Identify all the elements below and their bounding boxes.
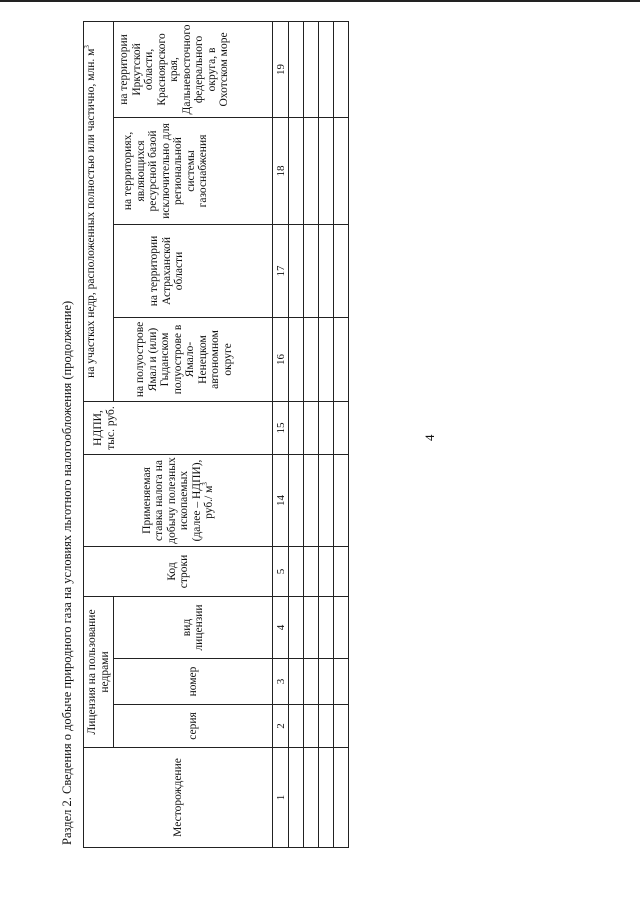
- table-cell: [304, 748, 319, 848]
- gas-production-table: [83, 21, 349, 848]
- column-number-cell: 19: [273, 21, 289, 117]
- table-cell: [319, 454, 334, 546]
- table-cell: [334, 401, 349, 454]
- table-row: [304, 21, 319, 847]
- column-number-cell: 18: [273, 117, 289, 224]
- column-number-cell: 2: [273, 705, 289, 748]
- table-row: [334, 21, 349, 847]
- header-row-code: Код строки: [84, 546, 273, 596]
- table-cell: [319, 705, 334, 748]
- header-ndpi: НДПИ, тыс. руб.: [84, 401, 273, 454]
- table-cell: [289, 224, 304, 317]
- table-cell: [289, 659, 304, 705]
- table-cell: [334, 659, 349, 705]
- header-east: на территории Иркутской области, Красноярского края, Дальневосточного федерального округа, в Охотском море: [114, 21, 273, 117]
- table-cell: [334, 748, 349, 848]
- column-number-cell: 3: [273, 659, 289, 705]
- table-cell: [304, 596, 319, 658]
- table-cell: [319, 317, 334, 401]
- table-cell: [304, 224, 319, 317]
- table-cell: [304, 21, 319, 117]
- section-title: Раздел 2. Сведения о добыче природного газа на условиях льготного налогообложения (продолжение): [60, 300, 74, 845]
- table-cell: [319, 596, 334, 658]
- column-number-cell: 17: [273, 224, 289, 317]
- column-number-cell: 15: [273, 401, 289, 454]
- table-cell: [289, 596, 304, 658]
- header-rate-text: Применяемая ставка налога на добычу полезных ископаемых (далее – НДПИ), руб./ м: [140, 457, 215, 544]
- table-cell: [289, 317, 304, 401]
- table-cell: [334, 454, 349, 546]
- header-license-type: вид лицензии: [114, 596, 273, 658]
- table-cell: [334, 596, 349, 658]
- column-number-cell: 16: [273, 317, 289, 401]
- table-row: [289, 21, 304, 847]
- column-number-cell: 5: [273, 546, 289, 596]
- table-cell: [304, 317, 319, 401]
- table-cell: [319, 224, 334, 317]
- header-regional: на территориях, являющихся ресурсной базой исключительно для региональной системы газоснабжения: [114, 117, 273, 224]
- table-cell: [304, 659, 319, 705]
- table-cell: [334, 705, 349, 748]
- table-cell: [289, 454, 304, 546]
- table-cell: [334, 317, 349, 401]
- column-number-cell: 14: [273, 454, 289, 546]
- header-rate-sup: 3: [201, 482, 210, 486]
- table-cell: [289, 401, 304, 454]
- table-cell: [304, 401, 319, 454]
- table-cell: [289, 117, 304, 224]
- table-cell: [319, 546, 334, 596]
- table-cell: [334, 117, 349, 224]
- table-cell: [289, 705, 304, 748]
- header-number: номер: [114, 659, 273, 705]
- column-number-row: [273, 21, 289, 847]
- page-number: 4: [422, 434, 437, 441]
- table-cell: [289, 748, 304, 848]
- column-number-cell: 4: [273, 596, 289, 658]
- table-row: [319, 21, 334, 847]
- header-field: Месторождение: [84, 748, 273, 848]
- table-cell: [334, 224, 349, 317]
- header-areas-text: на участках недр, расположенных полностью или частично, млн. м: [85, 48, 97, 378]
- header-series: серия: [114, 705, 273, 748]
- table-cell: [304, 705, 319, 748]
- table-cell: [304, 546, 319, 596]
- column-number-cell: 1: [273, 748, 289, 848]
- header-astrakhan: на территории Астраханской области: [114, 224, 273, 317]
- header-rate: [84, 454, 273, 546]
- table-cell: [304, 117, 319, 224]
- table-cell: [319, 748, 334, 848]
- table-cell: [319, 21, 334, 117]
- table-cell: [319, 401, 334, 454]
- header-areas-sup: 3: [83, 45, 92, 49]
- header-license-group: Лицензия на пользование недрами: [84, 596, 114, 747]
- table-cell: [319, 659, 334, 705]
- table-cell: [289, 21, 304, 117]
- table-cell: [319, 117, 334, 224]
- table-cell: [334, 546, 349, 596]
- header-areas-group: [84, 21, 114, 401]
- table-cell: [304, 454, 319, 546]
- table-cell: [289, 546, 304, 596]
- header-yamal: на полуострове Ямал и (или) Гыданском полуострове в Ямало-Ненецком автономном округе: [114, 317, 273, 401]
- table-cell: [334, 21, 349, 117]
